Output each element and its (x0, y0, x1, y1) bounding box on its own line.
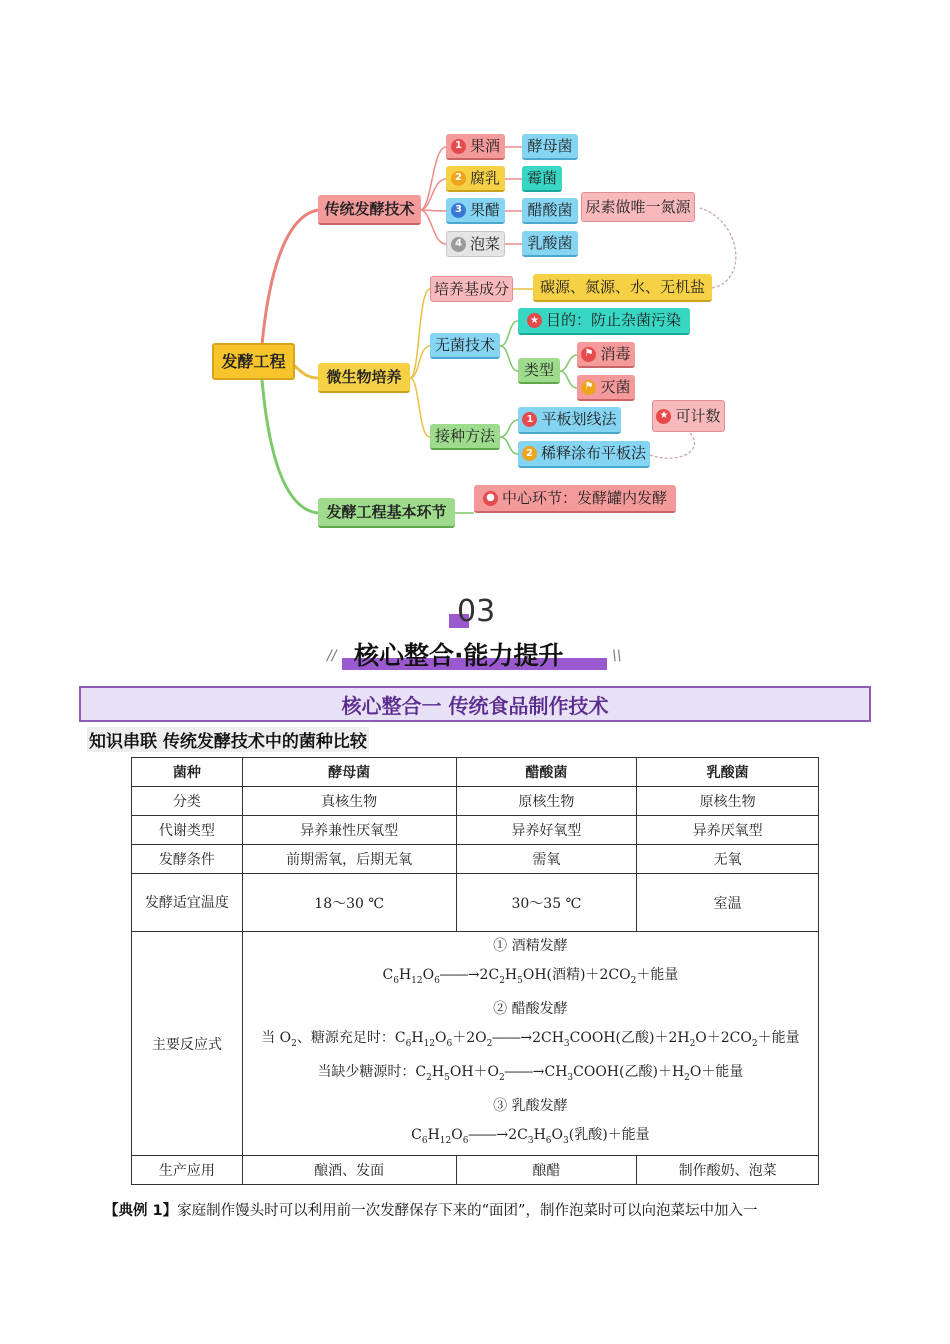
equation-acetic-sugar: 当 $O_2$、糖源充足时：$C_6H_{12}O_6+2O_2――\to 2CH_3COOH$(乙酸)$+2H_2O+2CO_2+$能量 (261, 1029, 800, 1049)
table-cell: 异养好氧型 (456, 816, 637, 845)
example-1 (104, 1199, 757, 1220)
product-label: 腐乳 (469, 168, 500, 187)
star-icon: ★ (656, 409, 671, 424)
medium-components: 碳源、氮源、水、无机盐 (533, 274, 712, 302)
branch-basic-steps: 发酵工程基本环节 (318, 498, 455, 528)
header-cell: 菌种 (132, 758, 243, 787)
number-3-icon: 3 (451, 203, 466, 218)
star-icon: ★ (527, 313, 542, 328)
table-cell: 真核生物 (242, 787, 456, 816)
section-number-text: 03 (457, 594, 496, 629)
section-number (449, 594, 519, 629)
section-title-text: 核心整合·能力提升 (354, 641, 564, 670)
example-text: 家庭制作馒头时可以利用前一次发酵保存下来的“面团”，制作泡菜时可以向泡菜坛中加入一 (177, 1203, 758, 1219)
table-cell: 需氧 (456, 845, 637, 874)
header-cell: 醋酸菌 (456, 758, 637, 787)
method-text: 平板划线法 (541, 410, 617, 428)
table-row (132, 874, 819, 932)
flag-icon: ⚑ (581, 347, 596, 362)
type-label: 类型 (518, 358, 560, 384)
row-label: 分类 (132, 787, 243, 816)
flag-icon: ⚑ (581, 380, 596, 395)
method-text: 稀释涂布平板法 (540, 444, 646, 462)
table-cell: 无氧 (637, 845, 819, 874)
row-label: 生产应用 (132, 1156, 243, 1185)
table-row (132, 787, 819, 816)
central-step-text: 中心环节：发酵罐内发酵 (501, 488, 667, 507)
number-1-icon: 1 (451, 139, 466, 154)
mind-map (0, 0, 950, 560)
method-streak-plate (518, 407, 621, 434)
reaction-heading-acetic: ② 醋酸发酵 (493, 1000, 568, 1017)
table-row (132, 1156, 819, 1185)
topic-banner: 核心整合一 传统食品制作技术 (79, 686, 871, 722)
table-cell: 酿酒、发面 (242, 1156, 456, 1185)
note-urea-nitrogen: 尿素做唯一氮源 (581, 192, 695, 222)
header-cell: 乳酸菌 (637, 758, 819, 787)
table-cell: 室温 (637, 874, 819, 932)
equation-lactic: $C_6H_{12}O_6――\to 2C_3H_6O_3$(乳酸)＋能量 (411, 1126, 650, 1146)
table-row (132, 816, 819, 845)
number-2-icon: 2 (451, 171, 466, 186)
product-label: 果酒 (469, 136, 500, 155)
row-label: 发酵条件 (132, 845, 243, 874)
number-1-icon: 1 (522, 412, 537, 427)
reaction-equations (242, 932, 818, 1156)
central-step (474, 485, 676, 513)
strain-comparison-table (131, 757, 819, 1185)
example-tag: 【典例 1】 (104, 1203, 178, 1219)
note-text: 可计数 (675, 406, 721, 425)
sterile-purpose (518, 308, 690, 335)
table-cell: 18～30 ℃ (242, 874, 456, 932)
product-label: 果醋 (469, 200, 500, 219)
product-label: 泡菜 (469, 234, 500, 253)
table-cell: 异养兼性厌氧型 (242, 816, 456, 845)
purpose-text: 目的：防止杂菌污染 (545, 311, 681, 329)
item-microbe-2: 霉菌 (522, 166, 562, 192)
row-label: 代谢类型 (132, 816, 243, 845)
item-product-1 (446, 134, 505, 160)
table-row (132, 845, 819, 874)
type-text: 消毒 (600, 344, 631, 363)
type-sterilization (577, 375, 635, 401)
row-label: 主要反应式 (132, 932, 243, 1156)
type-disinfection (577, 342, 635, 368)
decor-slash-right: \\ (612, 648, 622, 664)
knowledge-subhead: 知识串联 传统发酵技术中的菌种比较 (87, 727, 369, 752)
equation-acetic-ethanol: 当缺少糖源时：$C_2H_5OH+O_2――\to CH_3COOH$(乙酸)$+H_2O+$能量 (317, 1063, 744, 1083)
item-product-4 (446, 231, 505, 257)
method-spread-plate (518, 441, 650, 468)
table-cell: 原核生物 (456, 787, 637, 816)
item-product-3 (446, 198, 505, 224)
table-cell: 制作酸奶、泡菜 (637, 1156, 819, 1185)
decor-slash-left: // (327, 648, 337, 664)
table-row-reactions (132, 932, 819, 1156)
number-2-icon: 2 (522, 446, 537, 461)
header-cell: 酵母菌 (242, 758, 456, 787)
branch-microbe-culture: 微生物培养 (318, 363, 410, 393)
item-microbe-4: 乳酸菌 (522, 231, 578, 257)
table-cell: 酿醋 (456, 1156, 637, 1185)
type-text: 灭菌 (600, 377, 631, 396)
medium-label: 培养基成分 (430, 276, 513, 302)
branch-traditional-fermentation: 传统发酵技术 (318, 195, 421, 225)
mindmap-root: 发酵工程 (212, 343, 295, 380)
equation-alcohol: $C_6H_{12}O_6――\to 2C_2H_5OH$(酒精)$+2CO_2+$能量 (382, 966, 679, 986)
row-label (132, 874, 243, 932)
table-cell: 异养厌氧型 (637, 816, 819, 845)
number-4-icon: 4 (451, 237, 466, 252)
row-label-text: 发酵适宜温度 (144, 894, 229, 911)
reaction-heading-alcohol: ① 酒精发酵 (493, 938, 568, 954)
item-product-2 (446, 166, 505, 192)
inoculation-method: 接种方法 (430, 424, 500, 450)
table-cell: 原核生物 (637, 787, 819, 816)
table-header-row (132, 758, 819, 787)
person-icon: ● (483, 491, 498, 506)
section-title (327, 636, 622, 670)
note-countable (652, 400, 725, 432)
table-cell: 30～35 ℃ (456, 874, 637, 932)
item-microbe-1: 酵母菌 (522, 134, 578, 160)
item-microbe-3: 醋酸菌 (522, 198, 578, 224)
sterile-technique: 无菌技术 (430, 333, 500, 359)
table-cell: 前期需氧，后期无氧 (242, 845, 456, 874)
reaction-heading-lactic: ③ 乳酸发酵 (493, 1098, 568, 1115)
